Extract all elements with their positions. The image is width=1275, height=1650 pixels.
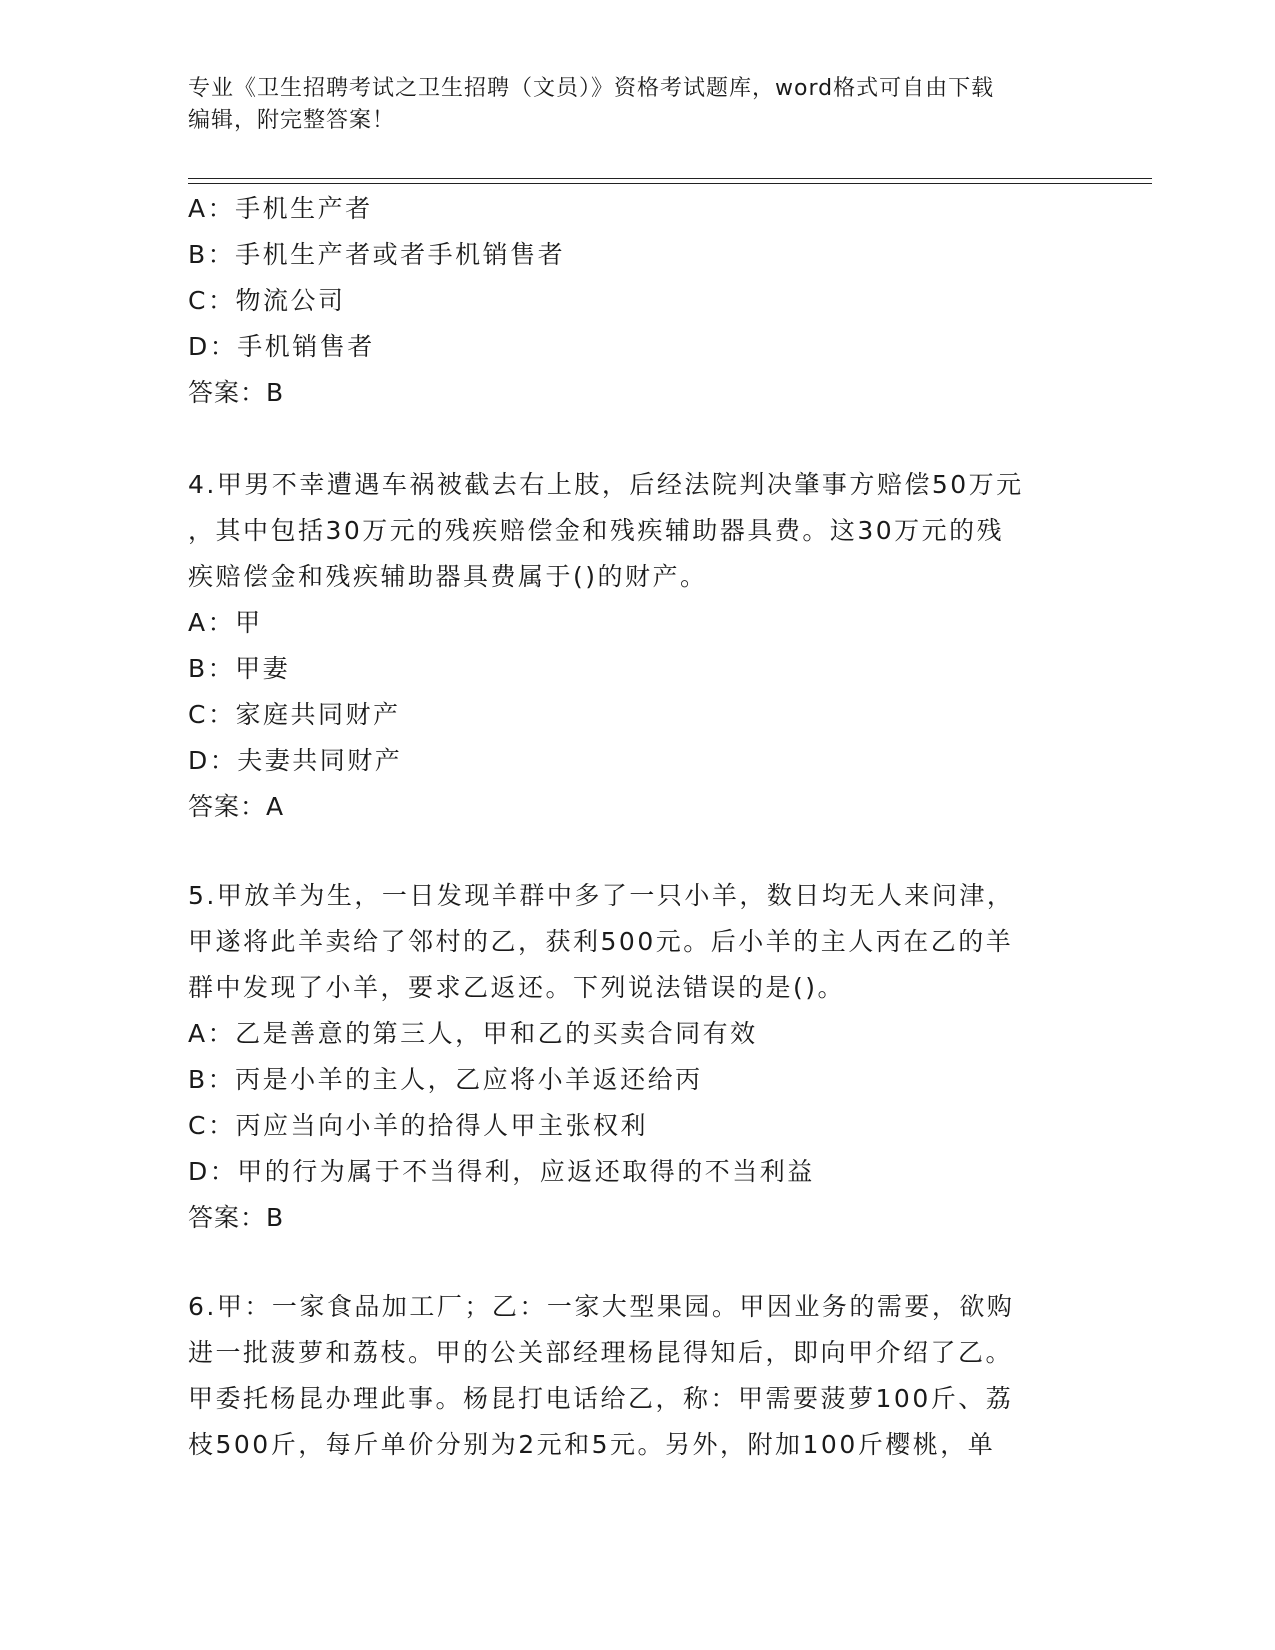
header-line-2: 编辑，附完整答案！ bbox=[188, 108, 396, 133]
option-d: D：手机销售者 bbox=[188, 332, 375, 361]
option-a: A：乙是善意的第三人，甲和乙的买卖合同有效 bbox=[188, 1019, 758, 1048]
header-line-1: 专业《卫生招聘考试之卫生招聘（文员）》资格考试题库，word格式可自由下载 bbox=[188, 76, 995, 101]
option-b: B：甲妻 bbox=[188, 654, 291, 683]
question-4-block bbox=[188, 462, 1088, 830]
question-stem-line: 甲委托杨昆办理此事。杨昆打电话给乙，称：甲需要菠萝100斤、荔 bbox=[188, 1384, 1014, 1413]
option-c: C：家庭共同财产 bbox=[188, 700, 401, 729]
option-b: B：丙是小羊的主人，乙应将小羊返还给丙 bbox=[188, 1065, 703, 1094]
option-c: C：丙应当向小羊的拾得人甲主张权利 bbox=[188, 1111, 648, 1140]
question-stem-line: 枝500斤，每斤单价分别为2元和5元。另外，附加100斤樱桃，单 bbox=[188, 1430, 996, 1459]
question-stem-line: 疾赔偿金和残疾辅助器具费属于()的财产。 bbox=[188, 562, 708, 591]
question-stem-line: 5.甲放羊为生，一日发现羊群中多了一只小羊，数日均无人来问津， bbox=[188, 881, 1015, 910]
option-a: A：手机生产者 bbox=[188, 194, 373, 223]
question-stem-line: 进一批菠萝和荔枝。甲的公关部经理杨昆得知后，即向甲介绍了乙。 bbox=[188, 1338, 1014, 1367]
option-c: C：物流公司 bbox=[188, 286, 346, 315]
question-stem-line: 甲遂将此羊卖给了邻村的乙，获利500元。后小羊的主人丙在乙的羊 bbox=[188, 927, 1014, 956]
option-d: D：甲的行为属于不当得利，应返还取得的不当利益 bbox=[188, 1157, 815, 1186]
header-divider-top bbox=[188, 178, 1152, 179]
document-header bbox=[188, 73, 1088, 137]
option-d: D：夫妻共同财产 bbox=[188, 746, 403, 775]
question-stem-line: 4.甲男不幸遭遇车祸被截去右上肢，后经法院判决肇事方赔偿50万元 bbox=[188, 470, 1024, 499]
question-stem-line: 群中发现了小羊，要求乙返还。下列说法错误的是()。 bbox=[188, 973, 846, 1002]
answer-line: 答案：B bbox=[188, 1203, 285, 1232]
header-divider-bottom bbox=[188, 183, 1152, 184]
option-a: A：甲 bbox=[188, 608, 263, 637]
question-5-block bbox=[188, 873, 1088, 1241]
question-stem-line: 6.甲：一家食品加工厂；乙：一家大型果园。甲因业务的需要，欲购 bbox=[188, 1292, 1015, 1321]
answer-line: 答案：A bbox=[188, 792, 285, 821]
question-stem-line: ，其中包括30万元的残疾赔偿金和残疾辅助器具费。这30万元的残 bbox=[188, 516, 1005, 545]
answer-line: 答案：B bbox=[188, 378, 285, 407]
question-6-block bbox=[188, 1284, 1088, 1468]
question-3-block bbox=[188, 186, 1088, 416]
option-b: B：手机生产者或者手机销售者 bbox=[188, 240, 566, 269]
